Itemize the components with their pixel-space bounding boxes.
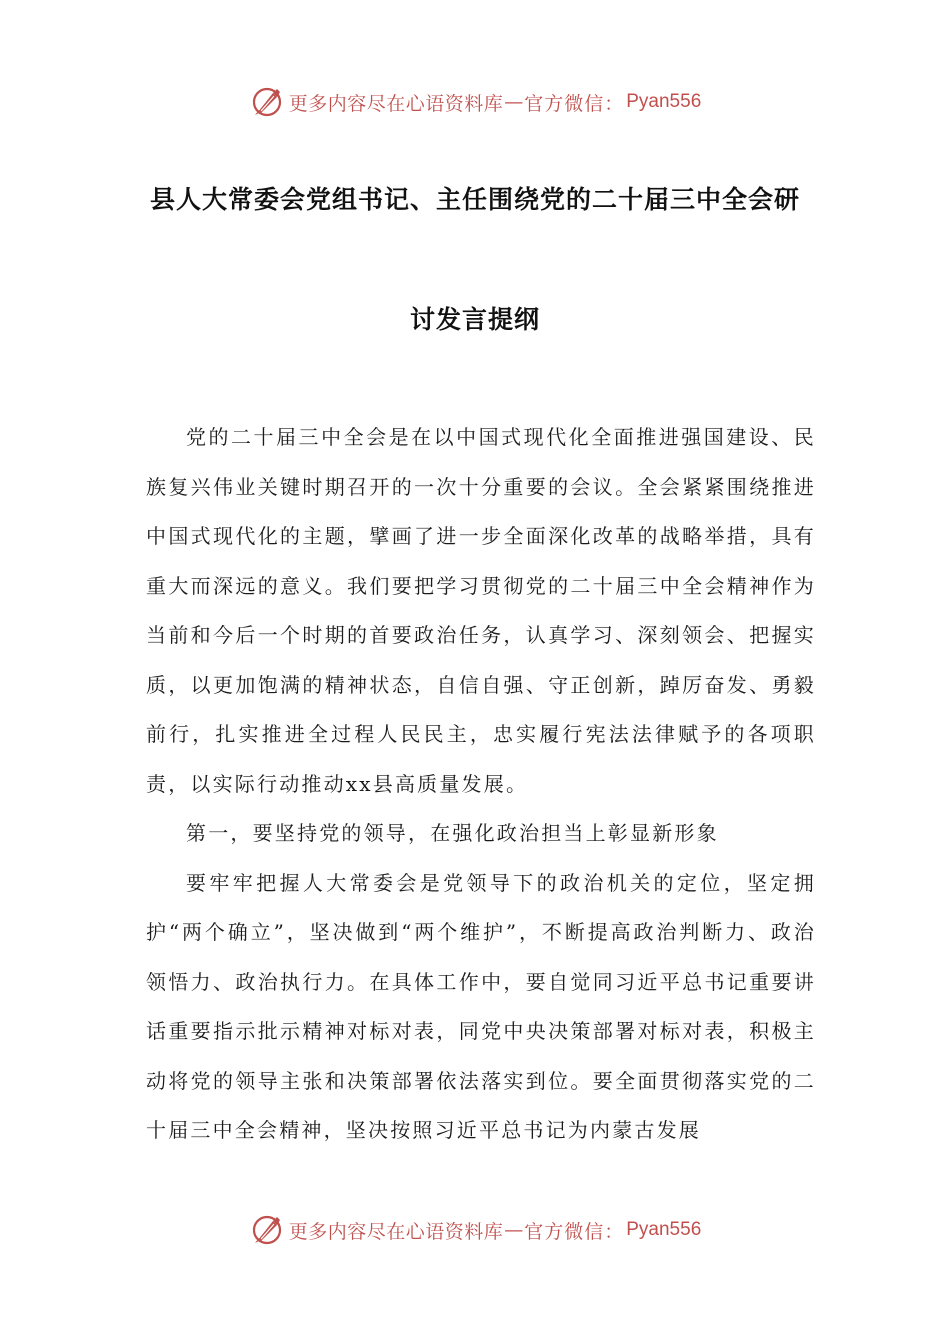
banner-separator: — xyxy=(504,91,524,113)
footer-banner xyxy=(0,1210,950,1250)
banner-official-label: 官方微信： xyxy=(524,92,625,115)
banner-official-label: 官方微信： xyxy=(524,1220,625,1243)
paragraph-first-point: 要牢牢把握人大常委会是党领导下的政治机关的定位，坚定拥护“两个确立”，坚决做到“两个维护”，不断提高政治判断力、政治领悟力、政治执行力。在具体工作中，要自觉同习近平总书记重要讲话重要指示批示精神对标对表，同党中央决策部署对标对表，积极主动将党的领导主张和决策部署依法落实到位。要全面贯彻落实党的二十届三中全会精神，坚决按照习近平总书记为内蒙古发展 xyxy=(146,870,816,1142)
paragraph-heading-first: 第一，要坚持党的领导，在强化政治担当上彰显新形象 xyxy=(186,821,719,845)
document-body xyxy=(146,413,816,1156)
banner-site-text: 更多内容尽在心语资料库 xyxy=(288,92,504,115)
document-title-line-2: 讨发言提纲 xyxy=(409,305,540,334)
pen-nib-logo-icon xyxy=(249,1212,285,1248)
banner-wechat-id: Pyan556 xyxy=(626,91,702,112)
banner-wechat-id: Pyan556 xyxy=(626,1219,702,1240)
banner-site-text: 更多内容尽在心语资料库 xyxy=(288,1220,504,1243)
banner-separator: — xyxy=(504,1219,524,1241)
pen-nib-logo-icon xyxy=(249,84,285,120)
document-title-line-1: 县人大常委会党组书记、主任围绕党的二十届三中全会研 xyxy=(149,185,800,214)
header-banner xyxy=(0,82,950,122)
paragraph-intro: 党的二十届三中全会是在以中国式现代化全面推进强国建设、民族复兴伟业关键时期召开的一次十分重要的会议。全会紧紧围绕推进中国式现代化的主题，擘画了进一步全面深化改革的战略举措，具有重大而深远的意义。我们要把学习贯彻党的二十届三中全会精神作为当前和今后一个时期的首要政治任务，认真学习、深刻领会、把握实质，以更加饱满的精神状态，自信自强、守正创新，踔厉奋发、勇毅前行，扎实推进全过程人民民主，忠实履行宪法法律赋予的各项职责，以实际行动推动xx县高质量发展。 xyxy=(146,425,816,796)
